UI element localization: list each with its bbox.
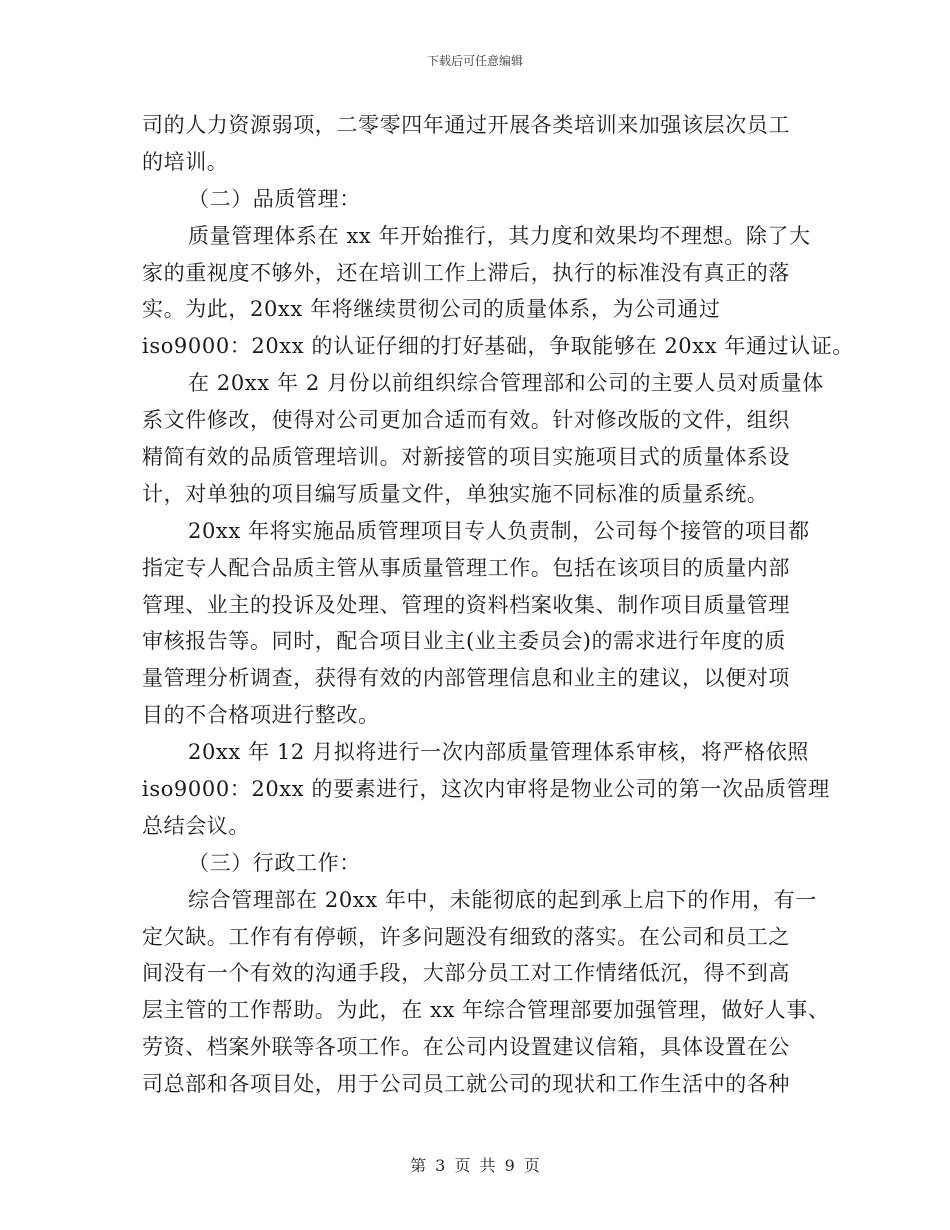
text-line: 定欠缺。工作有有停顿，许多问题没有细致的落实。在公司和员工之 [142,924,790,949]
text-line: 总结会议。 [142,813,250,838]
page-header: 下载后可任意编辑 [426,54,523,68]
document-body [142,107,855,1103]
text-line: 管理、业主的投诉及处理、管理的资料档案收集、制作项目质量管理 [142,592,790,617]
page-number-footer: 第 3 页 共 9 页 [410,1156,540,1175]
section-heading-quality: （二）品质管理： [188,186,361,211]
text-line: 司的人力资源弱项，二零零四年通过开展各类培训来加强该层次员工 [142,113,790,137]
text-line: 指定专人配合品质主管从事质量管理工作。包括在该项目的质量内部 [142,555,790,580]
text-line: 家的重视度不够外，还在培训工作上滞后，执行的标准没有真正的落 [142,260,790,285]
text-line: 劳资、档案外联等各项工作。在公司内设置建议信箱，具体设置在公 [142,1035,790,1060]
text-line: 目的不合格项进行整改。 [142,703,380,728]
text-line: 在 20xx 年 2 月份以前组织综合管理部和公司的主要人员对质量体 [188,371,824,396]
text-line: 层主管的工作帮助。为此，在 xx 年综合管理部要加强管理，做好人事、 [142,998,830,1023]
text-line: iso9000：20xx 的认证仔细的打好基础，争取能够在 20xx 年通过认证。 [142,334,855,359]
text-line: 综合管理部在 20xx 年中，未能彻底的起到承上启下的作用，有一 [188,887,817,912]
text-line: 间没有一个有效的沟通手段，大部分员工对工作情绪低沉，得不到高 [142,961,790,986]
text-line: 司总部和各项目处，用于公司员工就公司的现状和工作生活中的各种 [142,1072,790,1097]
text-line: iso9000：20xx 的要素进行，这次内审将是物业公司的第一次品质管理 [142,777,830,802]
text-line: 实。为此，20xx 年将继续贯彻公司的质量体系，为公司通过 [142,297,721,322]
text-line: 审核报告等。同时，配合项目业主(业主委员会)的需求进行年度的质 [142,629,786,654]
text-line: 系文件修改，使得对公司更加合适而有效。针对修改版的文件，组织 [142,408,790,433]
text-line: 精简有效的品质管理培训。对新接管的项目实施项目式的质量体系设 [142,445,790,470]
section-heading-admin: （三）行政工作： [188,850,361,875]
text-line: 量管理分析调查，获得有效的内部管理信息和业主的建议，以便对项 [142,666,790,691]
text-line: 20xx 年将实施品质管理项目专人负责制，公司每个接管的项目都 [188,518,810,543]
text-line: 质量管理体系在 xx 年开始推行，其力度和效果均不理想。除了大 [188,223,811,248]
text-line: 计，对单独的项目编写质量文件，单独实施不同标准的质量系统。 [142,481,769,506]
text-line: 20xx 年 12 月拟将进行一次内部质量管理体系审核，将严格依照 [188,740,809,765]
text-line: 的培训。 [142,149,229,174]
